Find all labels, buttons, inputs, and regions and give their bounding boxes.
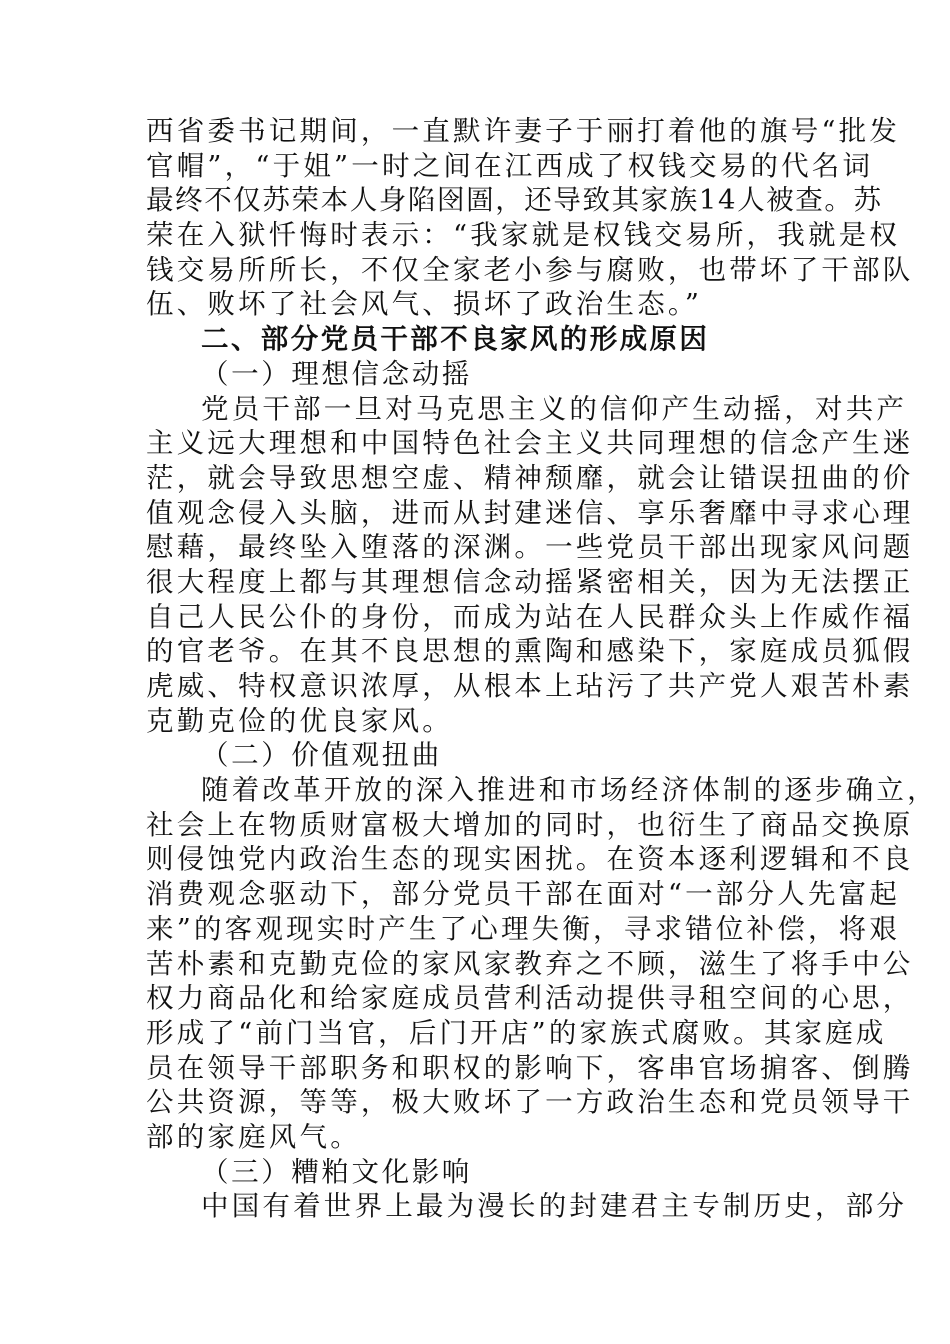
paragraph-line: 形成了“前门当官，后门开店”的家族式腐败。其家庭成 bbox=[146, 1016, 887, 1049]
paragraph-line: 党员干部一旦对马克思主义的信仰产生动摇，对共产 bbox=[201, 392, 908, 425]
paragraph-line: 随着改革开放的深入推进和市场经济体制的逐步确立， bbox=[201, 774, 938, 807]
paragraph-line: 茫，就会导致思想空虚、精神颓靡，就会让错误扭曲的价 bbox=[146, 461, 914, 494]
subsection-heading: （三）糟粕文化影响 bbox=[201, 1155, 472, 1188]
paragraph-line: 社会上在物质财富极大增加的同时，也衍生了商品交换原 bbox=[146, 808, 914, 841]
paragraph-line: 消费观念驱动下，部分党员干部在面对“一部分人先富起 bbox=[146, 878, 901, 911]
paragraph-line: 钱交易所所长，不仅全家老小参与腐败，也带坏了干部队 bbox=[146, 253, 914, 286]
paragraph-line: 中国有着世界上最为漫长的封建君主专制历史，部分 bbox=[201, 1190, 908, 1223]
paragraph-line: 自己人民公仆的身份，而成为站在人民群众头上作威作福 bbox=[146, 600, 914, 633]
paragraph-line: 官帽”，“于姐”一时之间在江西成了权钱交易的代名词 bbox=[146, 149, 874, 182]
paragraph-line: 虎威、特权意识浓厚，从根本上玷污了共产党人艰苦朴素 bbox=[146, 670, 914, 702]
paragraph-line: 员在领导干部职务和职权的影响下，客串官场掮客、倒腾 bbox=[146, 1051, 914, 1084]
paragraph-line: 最终不仅苏荣本人身陷囹圄，还导致其家族14人被查。苏 bbox=[146, 184, 883, 217]
paragraph-line: 主义远大理想和中国特色社会主义共同理想的信念产生迷 bbox=[146, 427, 914, 460]
paragraph-line: 来”的客观现实时产生了心理失衡，寻求错位补偿，将艰 bbox=[146, 912, 901, 945]
paragraph-line: 值观念侵入头脑，进而从封建迷信、享乐奢靡中寻求心理 bbox=[146, 496, 914, 529]
paragraph-line: 克勤克俭的优良家风。 bbox=[146, 704, 453, 737]
paragraph-line: 苦朴素和克勤克俭的家风家教弃之不顾，滋生了将手中公 bbox=[146, 947, 914, 980]
paragraph-line: 则侵蚀党内政治生态的现实困扰。在资本逐利逻辑和不良 bbox=[146, 843, 914, 876]
subsection-heading: （二）价值观扭曲 bbox=[201, 739, 442, 772]
paragraph-line: 伍、败坏了社会风气、损坏了政治生态。” bbox=[146, 288, 703, 321]
paragraph-line: 公共资源，等等，极大败坏了一方政治生态和党员领导干 bbox=[146, 1086, 914, 1119]
subsection-heading: （一）理想信念动摇 bbox=[201, 357, 472, 390]
section-heading: 二、部分党员干部不良家风的形成原因 bbox=[201, 323, 710, 356]
paragraph-line: 很大程度上都与其理想信念动摇紧密相关，因为无法摆正 bbox=[146, 565, 914, 598]
paragraph-line: 权力商品化和给家庭成员营利活动提供寻租空间的心思， bbox=[146, 982, 914, 1015]
body-text bbox=[146, 114, 938, 1224]
paragraph-line: 的官老爷。在其不良思想的熏陶和感染下，家庭成员狐假 bbox=[146, 635, 914, 668]
paragraph-line: 荣在入狱忏悔时表示：“我家就是权钱交易所，我就是权 bbox=[146, 219, 901, 252]
paragraph-line: 西省委书记期间，一直默许妻子于丽打着他的旗号“批发 bbox=[146, 115, 901, 147]
paragraph-line: 慰藉，最终坠入堕落的深渊。一些党员干部出现家风问题 bbox=[146, 531, 914, 564]
paragraph-line: 部的家庭风气。 bbox=[146, 1120, 361, 1153]
